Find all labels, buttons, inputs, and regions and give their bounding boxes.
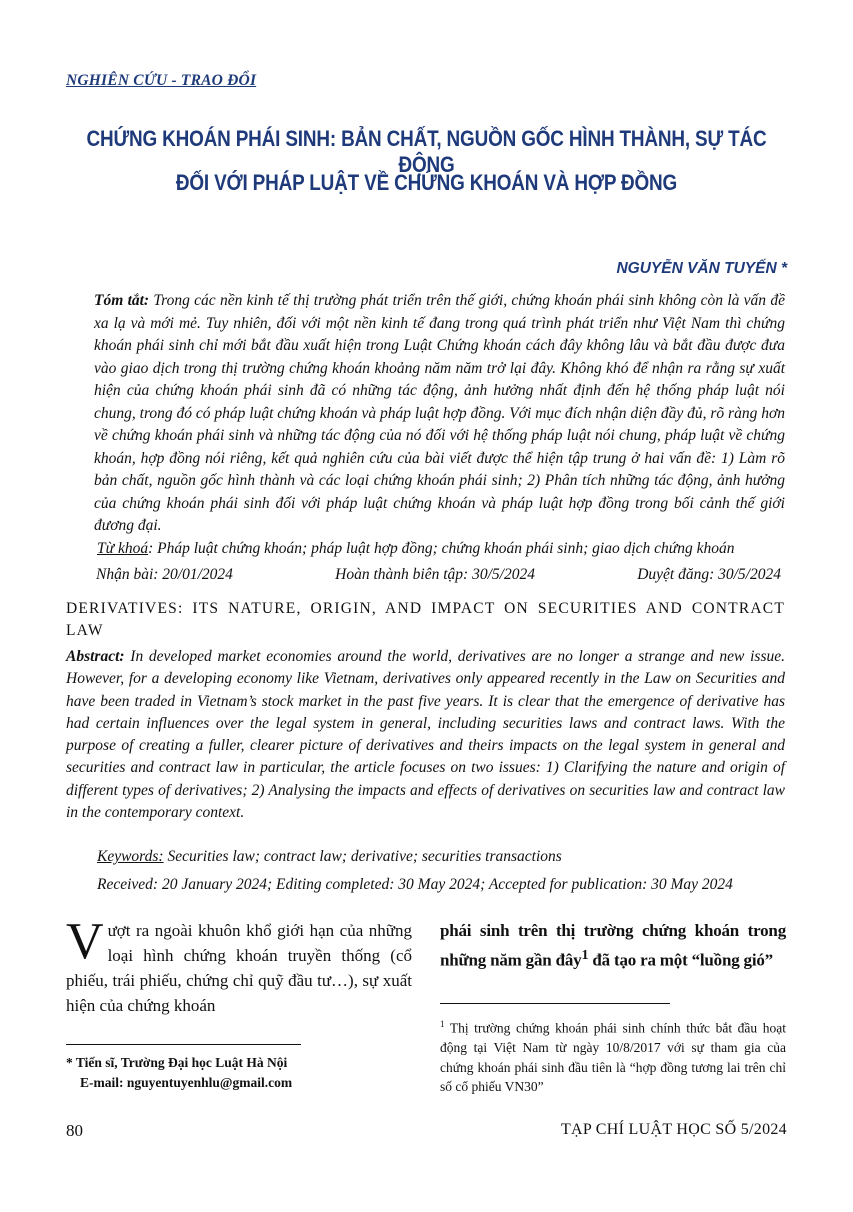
article-title-line-1: CHỨNG KHOÁN PHÁI SINH: BẢN CHẤT, NGUỒN GỐC HÌNH THÀNH, SỰ TÁC ĐỘNG — [86, 126, 767, 177]
date-edited-vi: Hoàn thành biên tập: 30/5/2024 — [335, 566, 535, 583]
abstract-en-text: In developed market economies around the world, derivatives are no longer a strange and new issue. However, for a developing economy like Vietnam, derivatives only appeared recently in the Law on Securities and have been traded in Vietnam’s stock market in the past five years. It is clear that the emergence of derivative has had certain influences over the legal system in general, including securities laws and contract laws. With the purpose of creating a fuller, clearer picture of derivatives and theirs impacts on the legal system in general and securities and contract law in particular, the article focuses on two issues: 1) Clarifying the nature and origin of different types of derivatives; 2) Analysing the impacts and effects of derivatives on securities law and contract law in the contemporary context. — [66, 648, 785, 822]
author-email[interactable]: E-mail: nguyentuyenhlu@gmail.com — [80, 1074, 293, 1090]
body-left-text: ượt ra ngoài khuôn khổ giới hạn của những loại hình chứng khoán truyền thống (cổ phiếu, trái phiếu, chứng chỉ quỹ đầu tư…), sự xuất hiện của chứng khoán — [66, 921, 412, 1015]
dates-vi — [96, 566, 781, 584]
keywords-vi — [97, 540, 734, 558]
summary-vi — [94, 290, 785, 538]
journal-name: TẠP CHÍ LUẬT HỌC SỐ 5/2024 — [560, 1121, 787, 1138]
keywords-en-label: Keywords: — [97, 848, 164, 865]
keywords-vi-label: Từ khoá — [97, 540, 149, 557]
page-number: 80 — [66, 1121, 83, 1140]
date-approved-vi: Duyệt đăng: 30/5/2024 — [637, 566, 781, 583]
keywords-vi-text: : Pháp luật chứng khoán; pháp luật hợp đồng; chứng khoán phái sinh; giao dịch chứng khoán — [148, 540, 735, 557]
summary-vi-text: Trong các nền kinh tế thị trường phát triển trên thế giới, chứng khoán phái sinh không còn là vấn đề xa lạ và mới mẻ. Tuy nhiên, đối với một nền kinh tế đang trong quá trình phát triển như Việt Nam thì chứng khoán phái sinh chỉ mới bắt đầu xuất hiện trong Luật Chứng khoán cách đây không lâu và bắt đầu được đưa vào giao dịch trong thị trường chứng khoán khoảng năm năm trở lại đây. Không khó để nhận ra rằng sự xuất hiện của chứng khoán phái sinh đã có những tác động, ảnh hưởng nhất định đến hệ thống pháp luật nói chung, trong đó có pháp luật chứng khoán và pháp luật hợp đồng. Với mục đích nhận diện đầy đủ, rõ ràng hơn về chứng khoán phái sinh và những tác động của nó đối với hệ thống pháp luật nói chung, pháp luật về chứng khoán, hợp đồng nói riêng, kết quả nghiên cứu của bài viết được thể hiện tập trung ở hai vấn đề: 1) Làm rõ bản chất, nguồn gốc hình thành và các loại chứng khoán phái sinh; 2) Phân tích những tác động, ảnh hưởng của chứng khoán phái sinh đối với pháp luật chứng khoán và pháp luật hợp đồng trong bối cảnh thế giới đương đại. — [94, 292, 785, 534]
article-title-line-2: ĐỐI VỚI PHÁP LUẬT VỀ CHỨNG KHOÁN VÀ HỢP ĐỒNG — [175, 170, 678, 195]
body-column-left — [66, 913, 412, 1018]
footnote-ref-1[interactable]: 1 — [581, 947, 589, 963]
received-en: Received: 20 January 2024; Editing completed: 30 May 2024; Accepted for publication: 30 May 2024 — [97, 876, 733, 893]
footnote-1 — [440, 1015, 786, 1097]
author-footnote — [66, 1053, 292, 1092]
drop-cap: V — [66, 913, 104, 970]
date-received-vi: Nhận bài: 20/01/2024 — [96, 566, 233, 583]
footnote-divider-right — [440, 1003, 670, 1004]
author-affiliation: * Tiến sĩ, Trường Đại học Luật Hà Nội — [66, 1055, 288, 1070]
footnote-1-number: 1 — [440, 1019, 445, 1029]
body-right-text-after: đã tạo ra một “luồng gió” — [588, 950, 773, 970]
abstract-en-label: Abstract: — [66, 648, 125, 665]
keywords-en-text: Securities law; contract law; derivative; securities transactions — [163, 848, 562, 865]
keywords-en — [97, 848, 562, 866]
body-column-right — [440, 918, 786, 973]
abstract-en — [66, 646, 785, 824]
section-label: NGHIÊN CỨU - TRAO ĐỔI — [66, 72, 257, 89]
footnote-1-text: Thị trường chứng khoán phái sinh chính thức bắt đầu hoạt động tại Việt Nam từ ngày 10/8/2017 với sự tham gia của chứng khoán phái sinh đầu tiên là “hợp đồng tương lai trên chỉ số cổ phiếu VN30” — [440, 1020, 786, 1094]
author-name: NGUYỄN VĂN TUYẾN * — [616, 260, 787, 277]
english-title: DERIVATIVES: ITS NATURE, ORIGIN, AND IMPACT ON SECURITIES AND CONTRACT LAW — [66, 600, 785, 639]
summary-vi-label: Tóm tắt: — [94, 292, 150, 309]
footnote-divider-left — [66, 1044, 301, 1045]
body-right-text-before: phái sinh trên thị trường chứng khoán trong những năm gần đây — [440, 921, 786, 970]
